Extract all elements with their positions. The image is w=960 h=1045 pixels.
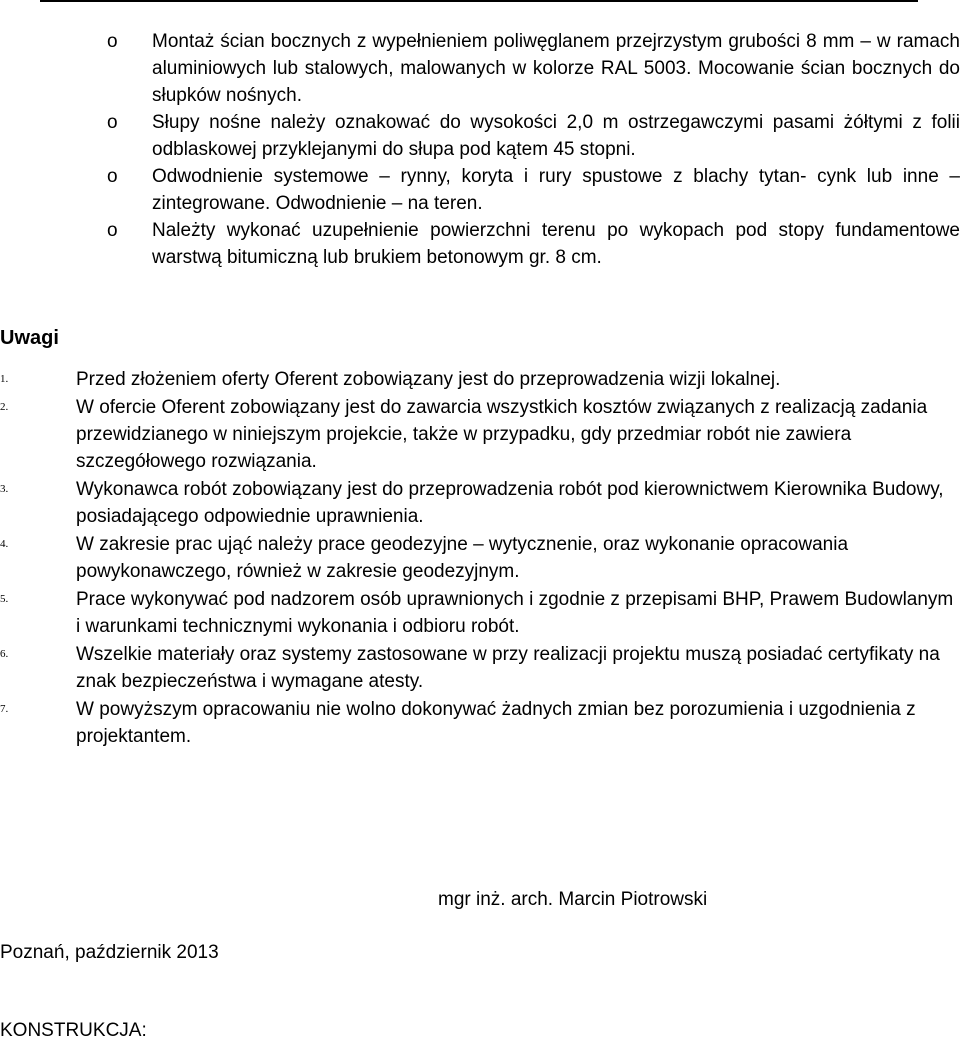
bullet-marker: o (107, 112, 118, 133)
list-item (0, 217, 960, 271)
notes-list (0, 366, 960, 751)
note-item (0, 586, 960, 640)
note-text: Wszelkie materiały oraz systemy zastosowane w przy realizacji projektu muszą posiadać certyfikaty na znak bezpieczeństwa i wymagane atesty. (76, 644, 940, 692)
bullet-list (0, 28, 960, 271)
note-item (0, 696, 960, 750)
bullet-marker: o (107, 31, 118, 52)
list-item (0, 109, 960, 163)
note-text: Prace wykonywać pod nadzorem osób uprawnionych i zgodnie z przepisami BHP, Prawem Budowlanym i warunkami technicznymi wykonania i odbioru robót. (76, 589, 954, 637)
note-text: W ofercie Oferent zobowiązany jest do zawarcia wszystkich kosztów związanych z realizacją zadania przewidzianego w niniejszym projekcie, także w przypadku, gdy przedmiar robót nie zawiera szczegółowego rozwiązania. (76, 397, 928, 472)
note-number: 4. (0, 538, 9, 550)
note-item (0, 476, 960, 530)
note-item (0, 641, 960, 695)
list-item (0, 163, 960, 217)
note-number: 5. (0, 593, 9, 605)
top-rule (40, 0, 918, 2)
note-text: Wykonawca robót zobowiązany jest do przeprowadzenia robót pod kierownictwem Kierownika Budowy, posiadającego odpowiednie uprawnienia. (76, 479, 944, 527)
note-number: 1. (0, 373, 9, 385)
note-item (0, 366, 960, 393)
place-and-date: Poznań, październik 2013 (0, 942, 219, 963)
note-text: W zakresie prac ująć należy prace geodezyjne – wytycznenie, oraz wykonanie opracowania powykonawczego, również w zakresie geodezyjnym. (76, 534, 849, 582)
list-item (0, 28, 960, 109)
bullet-marker: o (107, 166, 118, 187)
list-item-text: Należty wykonać uzupełnienie powierzchni terenu po wykopach pod stopy fundamentowe warstwą bitumiczną lub brukiem betonowym gr. 8 cm. (152, 220, 960, 268)
author-signature: mgr inż. arch. Marcin Piotrowski (438, 889, 708, 910)
note-text: W powyższym opracowaniu nie wolno dokonywać żadnych zmian bez porozumienia i uzgodnienia z projektantem. (76, 699, 916, 747)
list-item-text: Montaż ścian bocznych z wypełnieniem poliwęglanem przejrzystym grubości 8 mm – w ramach aluminiowych lub stalowych, malowanych w kolorze RAL 5003. Mocowanie ścian bocznych do słupków nośnych. (152, 31, 960, 106)
note-item (0, 531, 960, 585)
note-number: 7. (0, 703, 9, 715)
note-number: 6. (0, 648, 9, 660)
section-heading-uwagi: Uwagi (0, 327, 59, 349)
list-item-text: Odwodnienie systemowe – rynny, koryta i rury spustowe z blachy tytan- cynk lub inne – zintegrowane. Odwodnienie – na teren. (152, 166, 960, 214)
next-section-title: KONSTRUKCJA: (0, 1020, 147, 1041)
note-number: 3. (0, 483, 9, 495)
note-item (0, 394, 960, 475)
list-item-text: Słupy nośne należy oznakować do wysokości 2,0 m ostrzegawczymi pasami żółtymi z folii odblaskowej przyklejanymi do słupa pod kątem 45 stopni. (152, 112, 960, 160)
note-number: 2. (0, 401, 9, 413)
bullet-marker: o (107, 220, 118, 241)
note-text: Przed złożeniem oferty Oferent zobowiązany jest do przeprowadzenia wizji lokalnej. (76, 369, 781, 390)
